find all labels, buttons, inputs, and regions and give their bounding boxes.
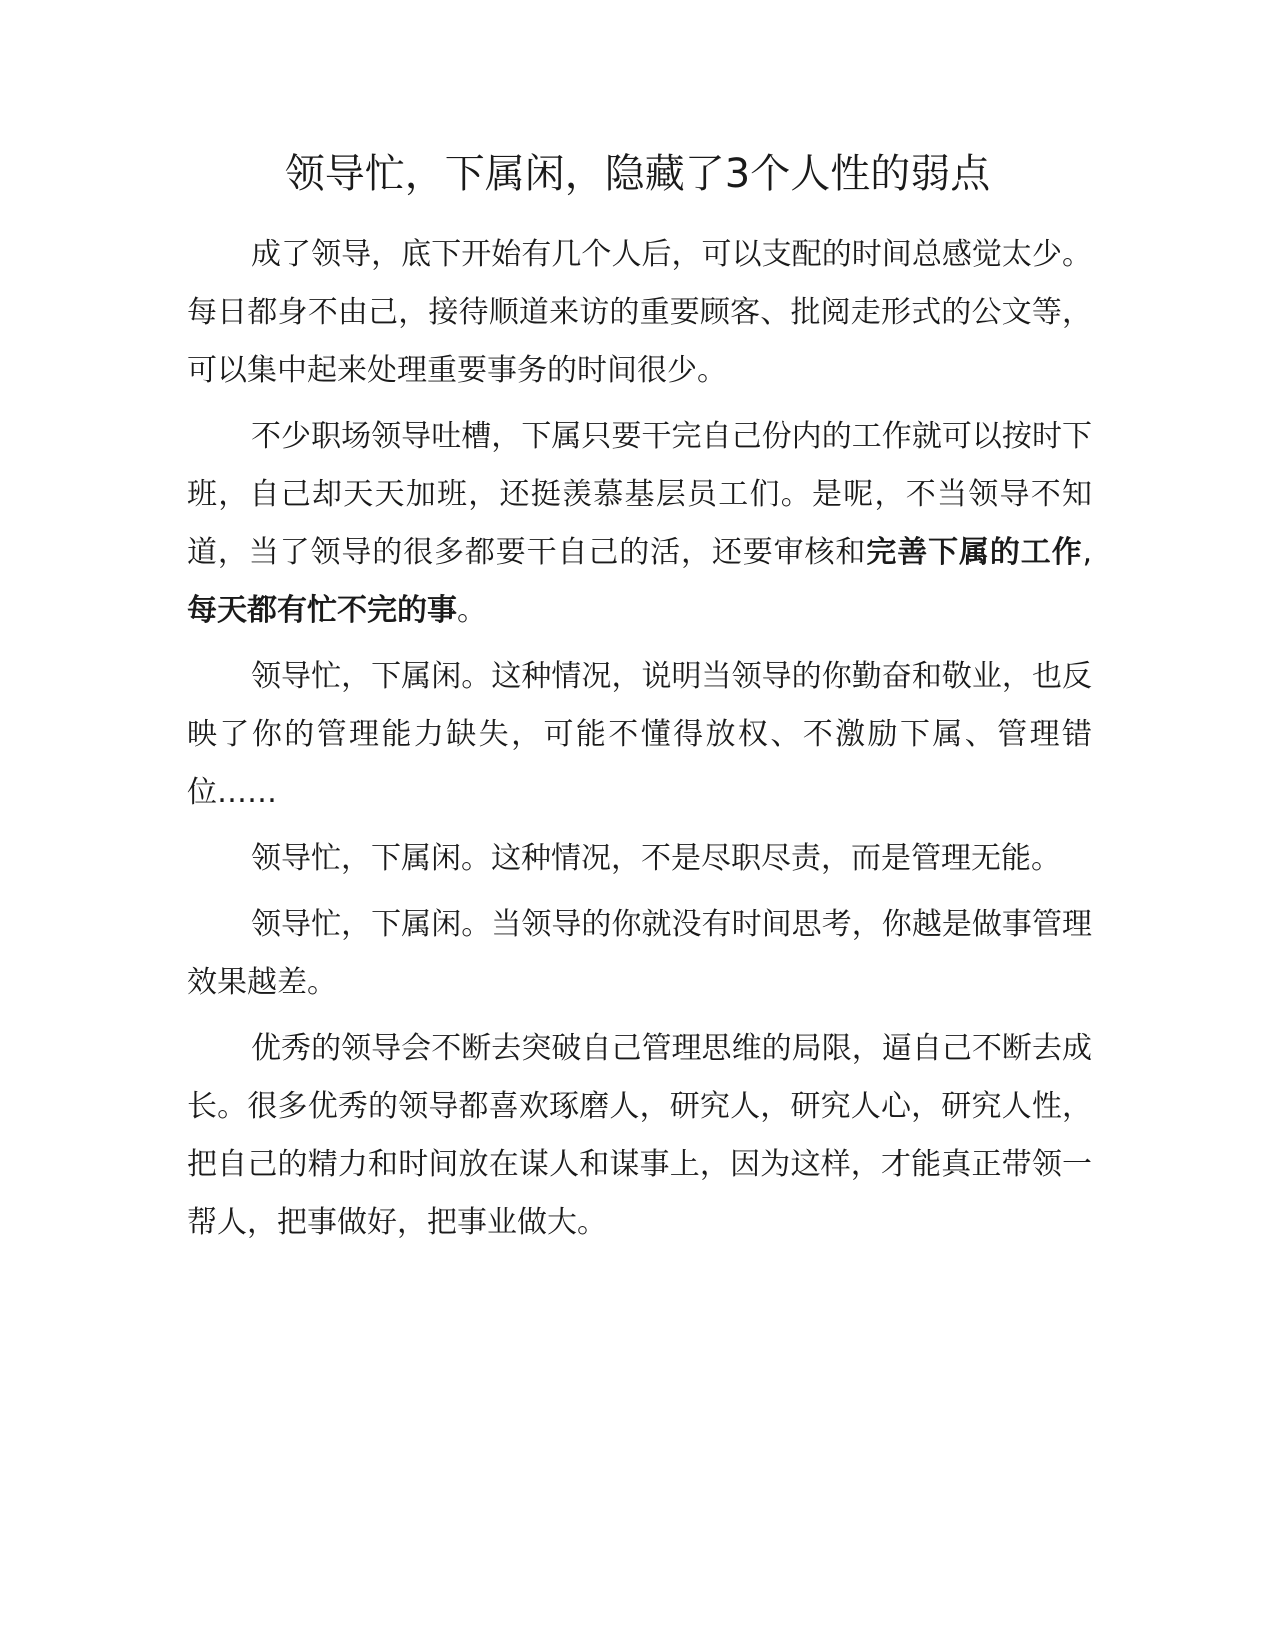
paragraph-2-separator: ,: [1082, 535, 1093, 570]
paragraph-2-bold-1: 完善下属的工作: [866, 535, 1083, 570]
paragraph-5: 领导忙，下属闲。当领导的你就没有时间思考，你越是做事管理效果越差。: [187, 907, 1092, 1000]
paragraph-2: [187, 408, 1092, 640]
document-body: [187, 226, 1092, 1260]
document-title: 领导忙，下属闲，隐藏了3个人性的弱点: [284, 151, 991, 197]
paragraph-1: 成了领导，底下开始有几个人后，可以支配的时间总感觉太少。每日都身不由己，接待顺道来访的重要顾客、批阅走形式的公文等，可以集中起来处理重要事务的时间很少。: [187, 237, 1092, 388]
paragraph-6: 优秀的领导会不断去突破自己管理思维的局限，逼自己不断去成长。很多优秀的领导都喜欢琢磨人，研究人，研究人心，研究人性，把自己的精力和时间放在谋人和谋事上，因为这样，才能真正带领一帮人，把事做好，把事业做大。: [187, 1031, 1092, 1240]
paragraph-4: 领导忙，下属闲。这种情况，不是尽职尽责，而是管理无能。: [251, 841, 1061, 876]
paragraph-2-text: 不少职场领导吐槽，下属只要干完自己份内的工作就可以按时下班，自己却天天加班，还挺羡慕基层员工们。是呢，不当领导不知道，当了领导的很多都要干自己的活，还要审核和: [187, 419, 1092, 570]
paragraph-3: 领导忙，下属闲。这种情况，说明当领导的你勤奋和敬业，也反映了你的管理能力缺失，可能不懂得放权、不激励下属、管理错位……: [187, 659, 1092, 810]
paragraph-2-bold-2: 每天都有忙不完的事: [187, 593, 457, 628]
paragraph-2-end: 。: [457, 593, 487, 628]
